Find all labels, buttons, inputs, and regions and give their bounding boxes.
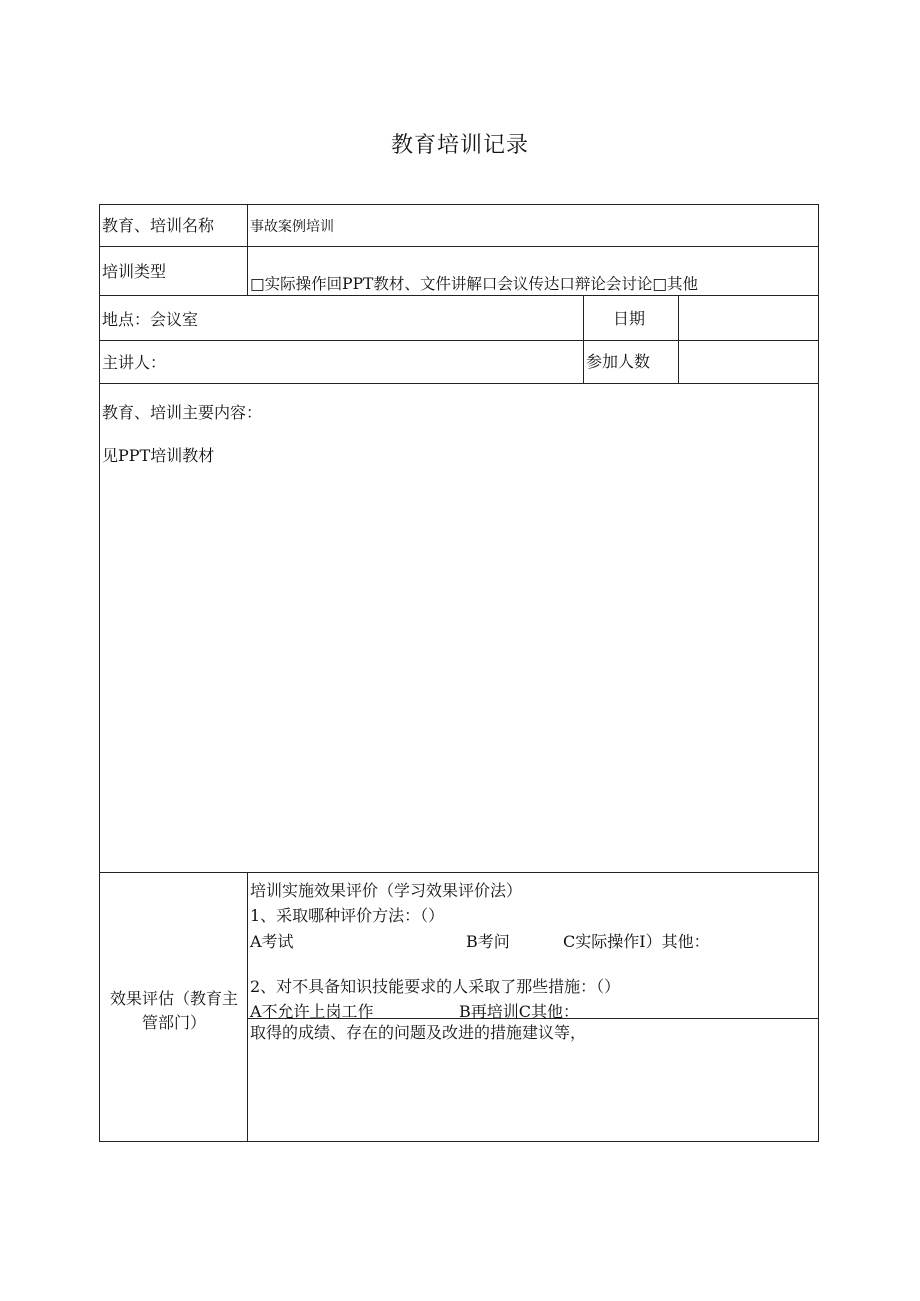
evaluation-title: 培训实施效果评价（学习效果评价法） [250, 881, 523, 900]
row-divider [100, 295, 818, 296]
col-divider [247, 205, 248, 295]
row-divider [100, 246, 818, 247]
attendees-label: 参加人数 [586, 352, 651, 371]
question-1: 1、采取哪种评价方法：（） [250, 906, 445, 925]
location-label: 地点：会议室 [102, 310, 199, 329]
col-divider [583, 295, 584, 383]
evaluation-label: 效果评估（教育主管部门） [109, 989, 238, 1032]
q2-option-a: A不允许上岗工作 [250, 1002, 374, 1021]
row-divider [100, 872, 818, 873]
col-divider [678, 295, 679, 383]
content-heading: 教育、培训主要内容： [102, 403, 263, 422]
question-2: 2、对不具备知识技能要求的人采取了那些措施：（） [250, 977, 621, 996]
row-divider [100, 340, 818, 341]
training-type-label: 培训类型 [102, 262, 167, 281]
page-title: 教育培训记录 [390, 133, 529, 158]
results-prompt: 取得的成绩、存在的问题及改进的措施建议等， [250, 1023, 587, 1042]
date-label: 日期 [613, 309, 646, 328]
training-name-value: 事故案例培训 [250, 219, 334, 235]
training-name-label: 教育、培训名称 [102, 216, 215, 235]
training-record-form [99, 204, 819, 1142]
training-type-options: □实际操作回PPT教材、文件讲解口会议传达口辩论会讨论□其他 [250, 275, 698, 293]
speaker-label: 主讲人： [102, 353, 167, 372]
col-divider [247, 872, 248, 1141]
q1-option-b: B考问 [466, 932, 510, 951]
q1-option-c: C实际操作I）其他： [563, 932, 710, 951]
q1-option-a: A考试 [250, 932, 294, 951]
q2-option-b: B再培训C其他： [459, 1002, 580, 1021]
row-divider [100, 383, 818, 384]
content-body: 见PPT培训教材 [102, 446, 215, 465]
